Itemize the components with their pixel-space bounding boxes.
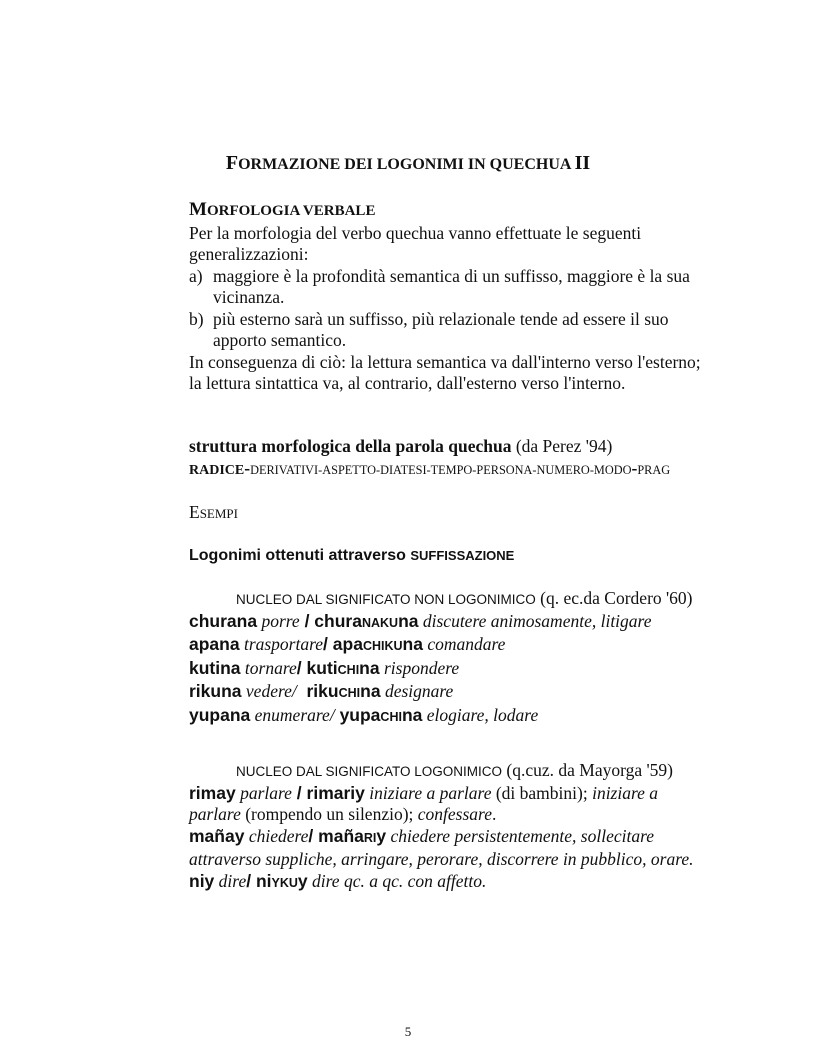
page-number: 5: [404, 1024, 412, 1039]
example-row: apana trasportare/ apaCHIKUna comandare: [189, 634, 506, 654]
structure-heading: struttura morfologica della parola quechua (da Perez '94): [189, 436, 613, 456]
list-item: a) maggiore è la profondità semantica di un suffisso, maggiore è la sua vicinanza.: [189, 265, 690, 307]
example-row: kutina tornare/ kutiCHIna rispondere: [189, 657, 460, 678]
title-numeral: II: [574, 152, 591, 174]
example-entry: rimay parlare / rimariy iniziare a parlare (di bambini); iniziare a parlare (rompendo un silenzio); confessare.: [189, 782, 659, 824]
example-row: churana porre / churaNAKUna discutere animosamente, litigare: [189, 610, 652, 631]
section-heading: MORFOLOGIA VERBALE: [189, 199, 376, 220]
esempi-heading: ESEMPI: [189, 502, 238, 522]
example-row: rikuna vedere/ rikuCHIna designare: [189, 681, 454, 701]
title-initial: F: [225, 152, 239, 174]
list-item: b) più esterno sarà un suffisso, più relazionale tende ad essere il suo apporto semantico.: [189, 308, 669, 350]
example-row: yupana enumerare/ yupaCHIna elogiare, lodare: [189, 704, 539, 725]
page-title: [0, 152, 816, 175]
intro-paragraph: Per la morfologia del verbo quechua vanno effettuate le seguenti generalizzazioni:: [189, 222, 642, 264]
example-entry: niy dire/ niYKUy dire qc. a qc. con affetto.: [189, 870, 487, 891]
group-logonimico: [189, 760, 714, 894]
structure-block: [189, 436, 714, 481]
section-morfologia: [189, 199, 714, 395]
group-heading: NUCLEO DAL SIGNIFICATO NON LOGONIMICO (q. ec.da Cordero '60): [236, 588, 693, 608]
group-heading: NUCLEO DAL SIGNIFICATO LOGONIMICO (q.cuz. da Mayorga '59): [236, 760, 674, 780]
logonimi-heading: Logonimi ottenuti attraverso SUFFISSAZIONE: [189, 547, 515, 564]
conclusion-paragraph: In conseguenza di ciò: la lettura semantica va dall'interno verso l'esterno; la lettura sintattica va, al contrario, dall'esterno verso l'interno.: [189, 351, 701, 393]
example-entry: mañay chiedere/ mañaRIy chiedere persistentemente, sollecitare attraverso suppliche, arringare, perorare, discorrere in pubblico, orare.: [189, 825, 694, 869]
group-non-logonimico: [189, 588, 714, 728]
title-text: ORMAZIONE DEI LOGONIMI IN QUECHUA: [238, 156, 575, 173]
structure-chain: RADICE-DERIVATIVI-ASPETTO-DIATESI-TEMPO-PERSONA-NUMERO-MODO-PRAG: [189, 457, 671, 478]
